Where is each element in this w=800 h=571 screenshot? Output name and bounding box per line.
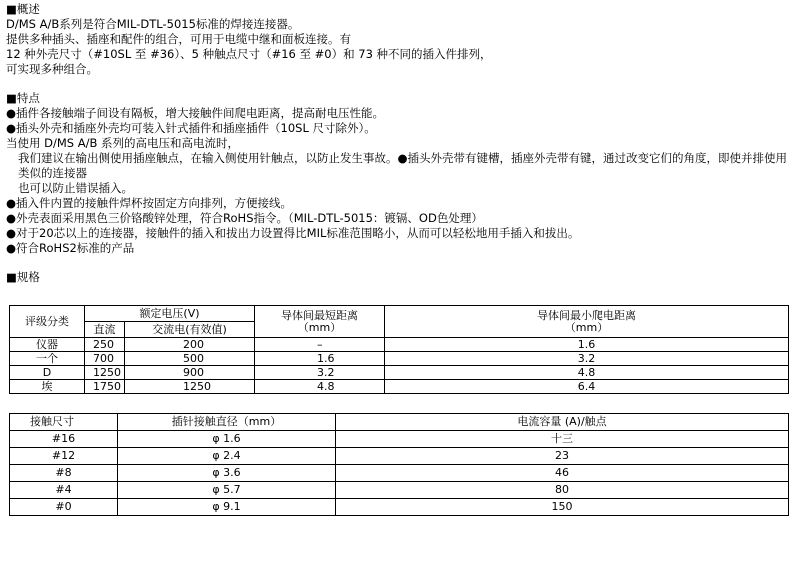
feature-line: ●对于20芯以上的连接器，接触件的插入和拔出力设置得比MIL标准范围略小，从而可以轻松地用手插入和拔出。 <box>6 226 580 240</box>
cell-diameter: φ 1.6 <box>118 431 336 448</box>
document-page <box>6 2 796 516</box>
specs-section <box>6 270 796 516</box>
cell-size: #12 <box>10 448 118 465</box>
feature-line: ●插入件内置的接触件焊杯按固定方向排列，方便接线。 <box>6 196 293 210</box>
cell-dc: 250 <box>85 338 125 352</box>
cell-clearance: 4.8 <box>255 380 385 394</box>
cell-creepage: 3.2 <box>385 352 789 366</box>
cell-size: #0 <box>10 499 118 516</box>
cell-size: #8 <box>10 465 118 482</box>
cell-size: #16 <box>10 431 118 448</box>
cell-size: #4 <box>10 482 118 499</box>
overview-line: 可实现多种组合。 <box>6 62 98 76</box>
cell-clearance: 1.6 <box>255 352 385 366</box>
col-rating-header: 评级分类 <box>10 306 85 338</box>
cell-ac: 500 <box>125 352 255 366</box>
table-row <box>10 338 789 352</box>
cell-rating: 仪器 <box>10 338 85 352</box>
feature-line: 我们建议在输出侧使用插座触点，在输入侧使用针触点，以防止发生事故。●插头外壳带有键槽，插座外壳带有键，通过改变它们的角度，即使并排使用类似的连接器 <box>18 151 788 180</box>
cell-current: 46 <box>336 465 789 482</box>
overview-line: D/MS A/B系列是符合MIL-DTL-5015标准的焊接连接器。 <box>6 17 300 31</box>
feature-line: ●外壳表面采用黑色三价铬酸锌处理，符合RoHS指令。（MIL-DTL-5015：镀镉、OD色处理） <box>6 211 483 225</box>
table-row <box>10 482 789 499</box>
table-row <box>10 448 789 465</box>
col-clearance-header <box>255 306 385 338</box>
voltage-rating-table <box>9 305 789 394</box>
cell-diameter: φ 2.4 <box>118 448 336 465</box>
table-row <box>10 499 789 516</box>
col-voltage-header: 额定电压(V) <box>85 306 255 322</box>
features-heading: ■特点 <box>6 91 40 105</box>
table-header-row <box>10 306 789 322</box>
cell-diameter: φ 9.1 <box>118 499 336 516</box>
feature-line: 当使用 D/MS A/B 系列的高电压和高电流时， <box>6 136 240 150</box>
cell-creepage: 4.8 <box>385 366 789 380</box>
cell-clearance: 3.2 <box>255 366 385 380</box>
col-current-header: 电流容量 (A)/触点 <box>336 414 789 431</box>
cell-diameter: φ 3.6 <box>118 465 336 482</box>
cell-dc: 1250 <box>85 366 125 380</box>
overview-section <box>6 2 796 77</box>
col-size-header: 接触尺寸 <box>10 414 118 431</box>
table-row <box>10 431 789 448</box>
cell-clearance: – <box>255 338 385 352</box>
specs-heading: ■规格 <box>6 270 40 284</box>
cell-ac: 1250 <box>125 380 255 394</box>
overview-line: 提供多种插头、插座和配件的组合，可用于电缆中继和面板连接。有 <box>6 32 351 46</box>
contact-size-table <box>9 413 789 516</box>
col-creepage-header-text: 导体间最小爬电距离 （mm） <box>537 308 636 334</box>
table-row <box>10 352 789 366</box>
cell-rating: 一个 <box>10 352 85 366</box>
cell-creepage: 1.6 <box>385 338 789 352</box>
cell-rating: D <box>10 366 85 380</box>
cell-dc: 1750 <box>85 380 125 394</box>
col-diameter-header: 插针接触直径（mm） <box>118 414 336 431</box>
cell-dc: 700 <box>85 352 125 366</box>
cell-rating: 埃 <box>10 380 85 394</box>
feature-line: ●插件各接触端子间设有隔板，增大接触件间爬电距离，提高耐电压性能。 <box>6 106 385 120</box>
feature-line: 也可以防止错误插入。 <box>18 181 133 195</box>
cell-current: 150 <box>336 499 789 516</box>
cell-current: 80 <box>336 482 789 499</box>
cell-current: 23 <box>336 448 789 465</box>
table-row <box>10 380 789 394</box>
col-clearance-header-text: 导体间最短距离 （mm） <box>281 308 358 334</box>
cell-ac: 900 <box>125 366 255 380</box>
cell-current: 十三 <box>336 431 789 448</box>
feature-line: ●符合RoHS2标准的产品 <box>6 241 135 255</box>
cell-ac: 200 <box>125 338 255 352</box>
table-header-row <box>10 414 789 431</box>
feature-line: ●插头外壳和插座外壳均可装入针式插件和插座插件（10SL 尺寸除外）。 <box>6 121 376 135</box>
table-row <box>10 465 789 482</box>
features-section <box>6 91 796 256</box>
col-dc-header: 直流 <box>85 322 125 338</box>
col-ac-header: 交流电(有效值) <box>125 322 255 338</box>
overview-heading: ■概述 <box>6 2 40 16</box>
col-creepage-header <box>385 306 789 338</box>
cell-diameter: φ 5.7 <box>118 482 336 499</box>
cell-creepage: 6.4 <box>385 380 789 394</box>
overview-line: 12 种外壳尺寸（#10SL 至 #36）、5 种触点尺寸（#16 至 #0）和 73 种不同的插入件排列， <box>6 47 492 61</box>
table-row <box>10 366 789 380</box>
